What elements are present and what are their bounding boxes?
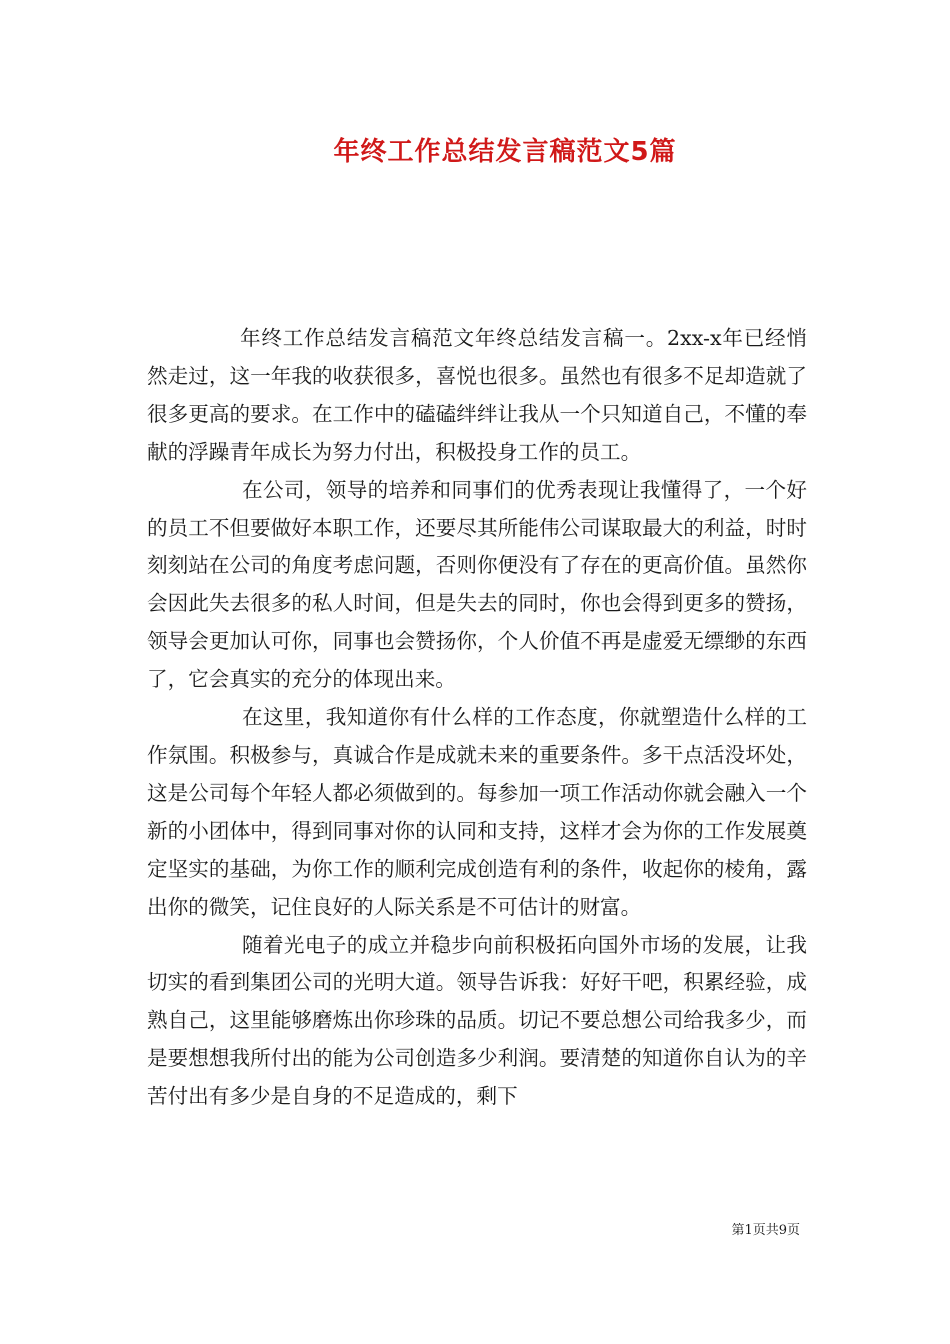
paragraph-1: 年终工作总结发言稿范文年终总结发言稿一。2xx-x年已经悄然走过，这一年我的收获很多，喜悦也很多。虽然也有很多不足却造就了很多更高的要求。在工作中的磕磕绊绊让我从一个只知道自己，不懂的奉献的浮躁青年成长为努力付出，积极投身工作的员工。: [147, 326, 807, 464]
paragraph-4: 随着光电子的成立并稳步向前积极拓向国外市场的发展，让我切实的看到集团公司的光明大道。领导告诉我：好好干吧，积累经验，成熟自己，这里能够磨炼出你珍珠的品质。切记不要总想公司给我多少，而是要想想我所付出的能为公司创造多少利润。要清楚的知道你自认为的辛苦付出有多少是自身的不足造成的，剩下: [147, 932, 807, 1109]
paragraph-2: 在公司，领导的培养和同事们的优秀表现让我懂得了，一个好的员工不但要做好本职工作，还要尽其所能伟公司谋取最大的利益，时时刻刻站在公司的角度考虑问题，否则你便没有了存在的更高价值。虽然你会因此失去很多的私人时间，但是失去的同时，你也会得到更多的赞扬，领导会更加认可你，同事也会赞扬你，个人价值不再是虚爱无缥缈的东西了，它会真实的充分的体现出来。: [147, 477, 807, 692]
page-number-footer: 第1页共9页: [731, 1223, 800, 1238]
paragraph-3: 在这里，我知道你有什么样的工作态度，你就塑造什么样的工作氛围。积极参与，真诚合作是成就未来的重要条件。多干点活没坏处，这是公司每个年轻人都必须做到的。每参加一项工作活动你就会融入一个新的小团体中，得到同事对你的认同和支持，这样才会为你的工作发展奠定坚实的基础，为你工作的顺利完成创造有利的条件，收起你的棱角，露出你的微笑，记住良好的人际关系是不可估计的财富。: [147, 705, 807, 919]
document-title: 年终工作总结发言稿范文5篇: [333, 137, 677, 167]
document-body: [147, 320, 807, 1116]
